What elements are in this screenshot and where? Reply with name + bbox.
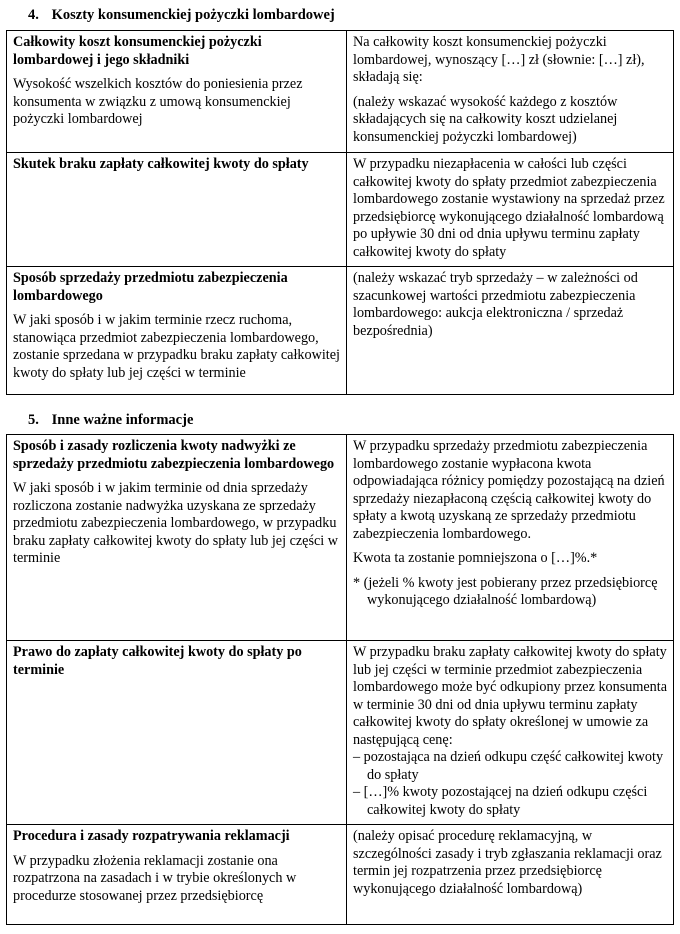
row-description: W jaki sposób i w jakim terminie od dnia sprzedaży rozliczona zostanie nadwyżka uzyskana ze sprzedaży przedmiotu zabezpieczenia lombardowego, w przypadku braku zapłaty całkowitej kwoty do spłaty lub jej części w terminie [13, 480, 339, 566]
row-content-cell [347, 825, 674, 925]
table-row [7, 153, 674, 267]
section-5-heading [28, 411, 193, 429]
row-title: Sposób i zasady rozliczenia kwoty nadwyżki ze sprzedaży przedmiotu zabezpieczenia lombardowego [13, 438, 335, 472]
row-content-cell [347, 267, 674, 395]
row-label-cell [7, 825, 347, 925]
row-description: W przypadku złożenia reklamacji zostanie ona rozpatrzona na zasadach i w trybie określonych w procedurze stosowanej przez przedsiębiorcę [13, 852, 297, 904]
row-content-cell [347, 435, 674, 641]
list-item: – […]% kwoty pozostającej na dzień odkupu części całkowitej kwoty do spłaty [353, 784, 648, 818]
row-content: (należy opisać procedurę reklamacyjną, w szczególności zasady i tryb zgłaszania reklamacji oraz termin jej rozpatrzenia przez przedsiębiorcę wykonującego działalność lombardową) [353, 828, 662, 897]
row-content: W przypadku sprzedaży przedmiotu zabezpieczenia lombardowego zostanie wypłacona kwota odpowiadająca różnicy pomiędzy pozostającą na dzień sprzedaży niezapłaconą częścią całkowitej kwoty do spłaty a kwotą uzyskaną ze sprzedaży przedmiotu zabezpieczenia lombardowego. [353, 438, 665, 542]
row-content-cell [347, 641, 674, 825]
row-title: Sposób sprzedaży przedmiotu zabezpieczenia lombardowego [13, 270, 288, 304]
table-row [7, 267, 674, 395]
section-4-table [6, 30, 674, 395]
row-content: (należy wskazać tryb sprzedaży – w zależności od szacunkowej wartości przedmiotu zabezpieczenia lombardowego: aukcja elektroniczna / sprzedaż bezpośrednia) [353, 270, 638, 339]
list-item: – pozostająca na dzień odkupu część całkowitej kwoty do spłaty [353, 749, 664, 783]
row-title: Procedura i zasady rozpatrywania reklamacji [13, 828, 290, 844]
row-content-cell [347, 31, 674, 153]
table-row [7, 825, 674, 925]
row-content: W przypadku braku zapłaty całkowitej kwoty do spłaty lub jej części w terminie przedmiot zabezpieczenia lombardowego może być odkupiony przez konsumenta w terminie 30 dni od dnia upływu terminu zapłaty całkowitej kwoty do spłaty określonej w umowie za następującą cenę: [353, 644, 668, 748]
section-5-table [6, 434, 674, 925]
row-label-cell [7, 31, 347, 153]
table-row [7, 435, 674, 641]
row-footnote: * (jeżeli % kwoty jest pobierany przez przedsiębiorcę wykonującego działalność lombardową) [353, 574, 658, 608]
row-label-cell [7, 153, 347, 267]
row-content-cell [347, 153, 674, 267]
row-label-cell [7, 641, 347, 825]
section-4-title: Koszty konsumenckiej pożyczki lombardowej [51, 7, 335, 23]
section-4-number: 4. [28, 7, 39, 23]
section-5-title: Inne ważne informacje [51, 412, 194, 428]
row-title: Całkowity koszt konsumenckiej pożyczki lombardowej i jego składniki [13, 34, 262, 68]
row-description: Wysokość wszelkich kosztów do poniesienia przez konsumenta w związku z umową konsumenckiej pożyczki lombardowej [13, 76, 303, 127]
row-content-note: (należy wskazać wysokość każdego z kosztów składających się na całkowity koszt udzielanej konsumenckiej pożyczki lombardowej) [353, 93, 618, 145]
row-content: W przypadku niezapłacenia w całości lub części całkowitej kwoty do spłaty przedmiot zabezpieczenia lombardowego zostanie wystawiony na sprzedaż przez przedsiębiorcę wykonującego działalność lombardową po upływie 30 dni od dnia upływu terminu zapłaty całkowitej kwoty do spłaty [353, 156, 665, 260]
section-5-number: 5. [28, 412, 39, 428]
row-label-cell [7, 435, 347, 641]
row-description: W jaki sposób i w jakim terminie rzecz ruchoma, stanowiąca przedmiot zabezpieczenia lombardowego, zostanie sprzedana w przypadku braku zapłaty całkowitej kwoty do spłaty lub jej części w terminie [13, 312, 340, 381]
row-title: Prawo do zapłaty całkowitej kwoty do spłaty po terminie [13, 644, 302, 678]
row-content: Na całkowity koszt konsumenckiej pożyczki lombardowej, wynoszący […] zł (słownie: […] zł), składają się: [353, 34, 645, 85]
row-title: Skutek braku zapłaty całkowitej kwoty do spłaty [13, 156, 309, 172]
table-row [7, 31, 674, 153]
section-4-heading [28, 6, 335, 24]
table-row [7, 641, 674, 825]
row-content-reduction: Kwota ta zostanie pomniejszona o […]%.* [353, 550, 598, 566]
row-label-cell [7, 267, 347, 395]
